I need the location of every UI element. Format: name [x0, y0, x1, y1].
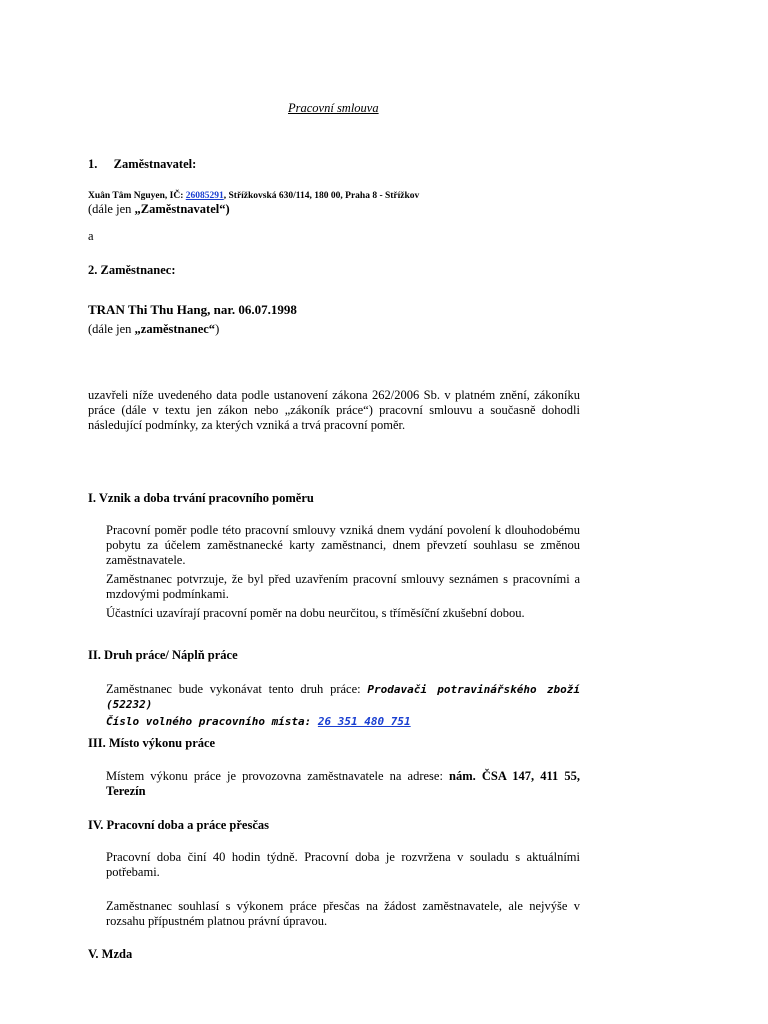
employee-alias-pre: (dále jen: [88, 322, 135, 336]
employer-alias: [88, 202, 230, 217]
workplace-intro: Místem výkonu práce je provozovna zaměstnavatele na adrese:: [106, 769, 450, 783]
vacancy-number-label: Číslo volného pracovního místa:: [106, 715, 318, 728]
work-type-value: Prodavači potravinářského zboží (52232): [106, 683, 580, 711]
section-3-paragraph-1: [106, 769, 580, 799]
employee-alias: [88, 322, 219, 337]
section-2-paragraph-2: [106, 713, 411, 729]
document-title: Pracovní smlouva: [288, 101, 379, 115]
section-3-heading: III. Místo výkonu práce: [88, 736, 216, 750]
section-5-heading: V. Mzda: [88, 947, 133, 961]
work-type-intro: Zaměstnanec bude vykonávat tento druh práce:: [106, 682, 368, 696]
employer-alias-bold: „Zaměstnavatel“): [134, 202, 230, 216]
connector-text: a: [88, 229, 94, 243]
employee-name: TRAN Thi Thu Hang, nar. 06.07.1998: [88, 302, 297, 317]
employee-alias-bold: „zaměstnanec“: [134, 322, 216, 336]
employer-ic-link[interactable]: 26085291: [185, 191, 224, 201]
employer-heading-number: 1.: [88, 157, 98, 171]
employee-heading: 2. Zaměstnanec:: [88, 263, 176, 277]
employer-heading-text: Zaměstnavatel:: [113, 157, 197, 171]
section-1-paragraph-3: Účastníci uzavírají pracovní poměr na dobu neurčitou, s tříměsíční zkušební dobou.: [106, 606, 525, 620]
section-1-paragraph-2: Zaměstnanec potvrzuje, že byl před uzavřením pracovní smlouvy seznámen s pracovními a mzdovými podmínkami.: [106, 572, 580, 601]
section-2-paragraph-1: [106, 682, 580, 712]
employee-alias-post: ): [215, 322, 220, 336]
employer-alias-pre: (dále jen: [88, 202, 135, 216]
section-1-heading: I. Vznik a doba trvání pracovního poměru: [88, 491, 314, 505]
section-4-heading: IV. Pracovní doba a práce přesčas: [88, 818, 270, 832]
section-1-paragraph-1: Pracovní poměr podle této pracovní smlouvy vzniká dnem vydání povolení k dlouhodobému pobytu za účelem zaměstnanecké karty zaměstnanci, dnem převzetí souhlasu se změnou zaměstnavatele.: [106, 523, 580, 567]
employer-address: , Střížkovská 630/114, 180 00, Praha 8 - Střížkov: [223, 191, 420, 201]
employer-name-prefix: Xuân Tâm Nguyen, IČ:: [88, 191, 186, 201]
employer-details: [88, 190, 419, 202]
intro-paragraph: uzavřeli níže uvedeného data podle ustanovení zákona 262/2006 Sb. v platném znění, zákoníku práce (dále v textu jen zákon nebo „zákoník práce“) pracovní smlouvu a současně dohodli následující podmínky, za kterých vzniká a trvá pracovní poměr.: [88, 388, 580, 432]
section-4-paragraph-2: Zaměstnanec souhlasí s výkonem práce přesčas na žádost zaměstnavatele, ale nejvýše v rozsahu přípustném platnou právní úpravou.: [106, 899, 580, 928]
employer-heading: [88, 157, 196, 172]
section-4-paragraph-1: Pracovní doba činí 40 hodin týdně. Pracovní doba je rozvržena v souladu s aktuálními potřebami.: [106, 850, 580, 879]
workplace-address: nám. ČSA 147, 411 55, Terezín: [106, 769, 580, 798]
section-2-heading: II. Druh práce/ Náplň práce: [88, 648, 238, 662]
vacancy-number-link[interactable]: 26 351 480 751: [317, 715, 411, 728]
